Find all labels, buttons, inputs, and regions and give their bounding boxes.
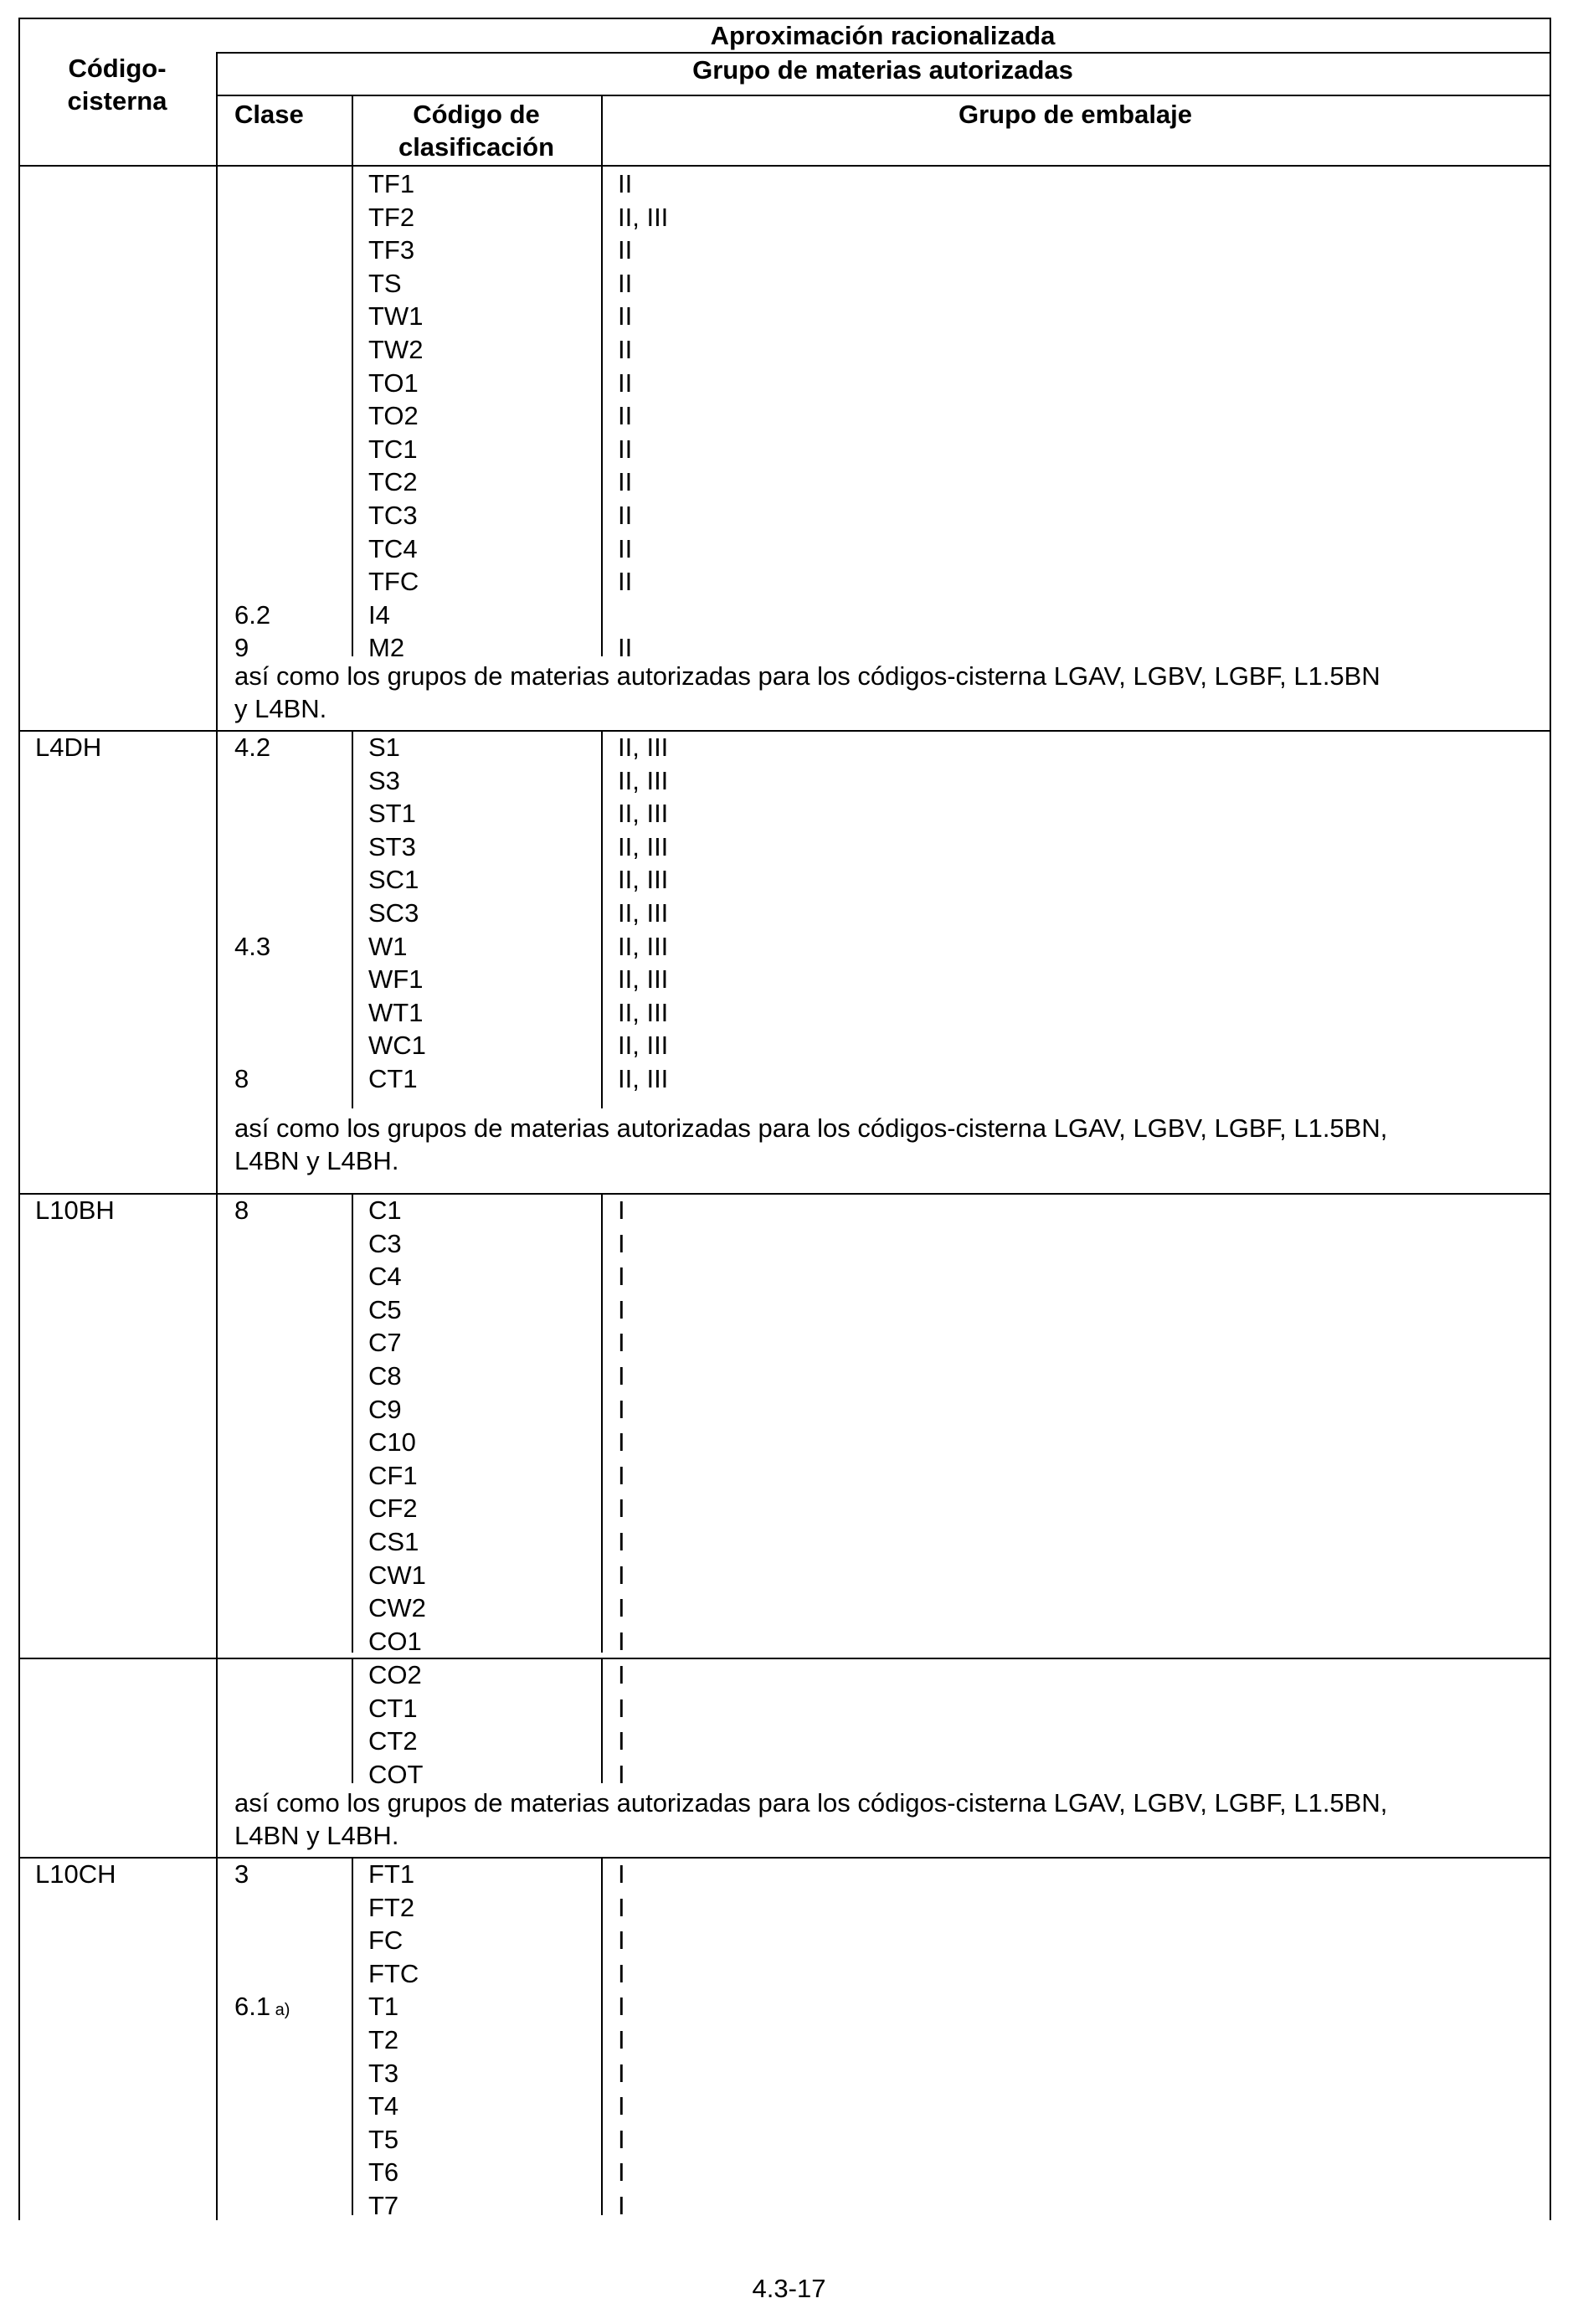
col-header-packing: Grupo de embalaje <box>958 100 1193 129</box>
packing-group-cell: I <box>618 1527 625 1556</box>
classification-code-cell: C5 <box>368 1294 402 1324</box>
packing-group-cell: II <box>618 567 633 597</box>
rule-col3-header <box>601 95 603 165</box>
packing-group-cell: I <box>618 1294 625 1324</box>
packing-group-cell: II, III <box>618 865 669 895</box>
rule-header-2 <box>216 95 1551 96</box>
packing-group-cell: I <box>618 1726 625 1756</box>
rule-col2 <box>352 1857 353 2215</box>
packing-group-cell: I <box>618 1460 625 1490</box>
rule-block-separator <box>18 1857 1551 1859</box>
packing-group-cell: I <box>618 1926 625 1956</box>
packing-group-cell: II <box>618 501 633 530</box>
packing-group-cell: I <box>618 1494 625 1524</box>
rule-left <box>18 1658 20 1857</box>
rule-col3 <box>601 1658 603 1783</box>
classification-code-cell: TC3 <box>368 501 418 530</box>
classification-code-cell: T4 <box>368 2091 399 2121</box>
packing-group-cell: I <box>618 1427 625 1458</box>
classification-code-cell: C8 <box>368 1361 402 1391</box>
classification-code-cell: FTC <box>368 1958 419 1988</box>
classification-code-cell: TO1 <box>368 368 419 398</box>
packing-group-cell: II <box>618 235 633 265</box>
classification-code-cell: TW1 <box>368 301 424 332</box>
rule-col2 <box>352 1658 353 1783</box>
rule-col1 <box>216 167 218 730</box>
packing-group-cell: I <box>618 1892 625 1922</box>
class-cell: 6.2 <box>234 599 271 630</box>
rule-col1 <box>216 1193 218 1658</box>
classification-code-cell: ST3 <box>368 831 416 861</box>
rule-left <box>18 730 20 1193</box>
packing-group-cell: I <box>618 2025 625 2054</box>
col-header-groups: Grupo de materias autorizadas <box>692 55 1073 85</box>
packing-group-cell: II <box>618 169 633 198</box>
rule-col2 <box>352 730 353 1108</box>
classification-code-cell: T1 <box>368 1992 399 2022</box>
classification-code-cell: CS1 <box>368 1527 419 1556</box>
rule-left-title <box>18 18 20 52</box>
class-footnote-ref: a) <box>270 2001 290 2020</box>
packing-group-cell: I <box>618 1626 625 1656</box>
rule-col2 <box>352 167 353 656</box>
classification-code-cell: S1 <box>368 733 400 762</box>
rule-header-1 <box>216 52 1551 54</box>
packing-group-cell: II <box>618 434 633 464</box>
classification-code-cell: C3 <box>368 1228 402 1258</box>
packing-group-cell: II <box>618 368 633 398</box>
class-cell: 4.3 <box>234 931 271 961</box>
packing-group-cell: II <box>618 335 633 364</box>
rule-col1 <box>216 1658 218 1857</box>
classification-code-cell: C4 <box>368 1262 402 1292</box>
packing-group-cell: I <box>618 2058 625 2088</box>
rule-right <box>1550 1658 1551 1857</box>
classification-code-cell: TO2 <box>368 401 419 431</box>
col-header-classification: Código de clasificación <box>398 100 555 162</box>
classification-code-cell: C9 <box>368 1394 402 1424</box>
classification-code-cell: TC2 <box>368 467 418 497</box>
class-cell: 3 <box>234 1859 249 1889</box>
packing-group-cell: I <box>618 1593 625 1623</box>
rule-right-header <box>1550 18 1551 165</box>
class-cell: 8 <box>234 1064 249 1093</box>
class-cell: 9 <box>234 633 249 663</box>
rule-top <box>18 18 1551 19</box>
classification-code-cell: CW1 <box>368 1560 426 1590</box>
rule-right <box>1550 1857 1551 2220</box>
rule-col3 <box>601 1857 603 2215</box>
classification-code-cell: TF2 <box>368 202 415 232</box>
packing-group-cell: II <box>618 401 633 431</box>
packing-group-cell: I <box>618 2157 625 2188</box>
classification-code-cell: TFC <box>368 567 419 597</box>
classification-code-cell: TS <box>368 268 402 298</box>
packing-group-cell: II, III <box>618 964 669 995</box>
classification-code-cell: I4 <box>368 599 390 630</box>
page-number: 4.3-17 <box>752 2274 826 2303</box>
rule-block-separator <box>18 730 1551 732</box>
packing-group-cell: II <box>618 467 633 497</box>
rule-block-separator <box>18 1658 1551 1659</box>
packing-group-cell: II, III <box>618 202 669 232</box>
classification-code-cell: FT2 <box>368 1892 415 1922</box>
classification-code-cell: WF1 <box>368 964 424 995</box>
classification-code-cell: TW2 <box>368 335 424 364</box>
classification-code-cell: T5 <box>368 2124 399 2154</box>
packing-group-cell: II <box>618 633 633 663</box>
classification-code-cell: CF2 <box>368 1494 418 1524</box>
packing-group-cell: II, III <box>618 997 669 1027</box>
classification-code-cell: CT1 <box>368 1693 418 1723</box>
packing-group-cell: II, III <box>618 898 669 928</box>
rule-col2-header <box>352 95 353 165</box>
rule-header-bottom <box>18 165 1551 167</box>
packing-group-cell: II, III <box>618 1064 669 1093</box>
classification-code-cell: TC1 <box>368 434 418 464</box>
tank-code-l10bh: L10BH <box>35 1195 115 1225</box>
rule-col1 <box>216 730 218 1193</box>
authorized-groups-note: así como los grupos de materias autorizadas para los códigos-cisterna LGAV, LGBV, LGBF, L1.5BN y L4BN. <box>234 661 1380 723</box>
classification-code-cell: SC3 <box>368 898 419 928</box>
packing-group-cell: I <box>618 1693 625 1723</box>
table-title: Aproximación racionalizada <box>710 21 1056 50</box>
classification-code-cell: COT <box>368 1759 424 1789</box>
classification-code-cell: CO2 <box>368 1660 422 1689</box>
packing-group-cell: I <box>618 2191 625 2220</box>
packing-group-cell: I <box>618 1361 625 1391</box>
classification-code-cell: TF3 <box>368 235 415 265</box>
classification-code-cell: C7 <box>368 1328 402 1358</box>
classification-code-cell: W1 <box>368 931 408 961</box>
classification-code-cell: FC <box>368 1926 403 1956</box>
classification-code-cell: CF1 <box>368 1460 418 1490</box>
authorized-groups-note: así como los grupos de materias autorizadas para los códigos-cisterna LGAV, LGBV, LGBF, L1.5BN, L4BN y L4BH. <box>234 1113 1388 1175</box>
packing-group-cell: II, III <box>618 931 669 961</box>
packing-group-cell: II <box>618 268 633 298</box>
packing-group-cell: II, III <box>618 733 669 762</box>
rule-col1 <box>216 1857 218 2220</box>
packing-group-cell: I <box>618 1328 625 1358</box>
packing-group-cell: II, III <box>618 831 669 861</box>
rule-col3 <box>601 167 603 656</box>
packing-group-cell: II, III <box>618 765 669 795</box>
col-header-class: Clase <box>234 100 304 129</box>
class-cell: 8 <box>234 1195 249 1225</box>
classification-code-cell: C1 <box>368 1195 402 1225</box>
rule-left <box>18 1193 20 1658</box>
packing-group-cell: II <box>618 533 633 563</box>
classification-code-cell: M2 <box>368 633 405 663</box>
classification-code-cell: C10 <box>368 1427 416 1458</box>
classification-code-cell: TF1 <box>368 169 415 198</box>
tank-code-l10ch: L10CH <box>35 1859 116 1889</box>
rule-col1-header <box>216 52 218 165</box>
class-cell: 4.2 <box>234 733 271 762</box>
classification-code-cell: T7 <box>368 2191 399 2220</box>
classification-code-cell: T2 <box>368 2025 399 2054</box>
classification-code-cell: FT1 <box>368 1859 415 1889</box>
packing-group-cell: I <box>618 1262 625 1292</box>
rule-right <box>1550 167 1551 730</box>
classification-code-cell: WT1 <box>368 997 424 1027</box>
classification-code-cell: S3 <box>368 765 400 795</box>
packing-group-cell: I <box>618 1859 625 1889</box>
col-header-tank-code: Código- cisterna <box>67 54 167 116</box>
classification-code-cell: CW2 <box>368 1593 426 1623</box>
packing-group-cell: I <box>618 2091 625 2121</box>
packing-group-cell: I <box>618 1228 625 1258</box>
rule-left-header <box>18 52 20 165</box>
classification-code-cell: WC1 <box>368 1031 426 1061</box>
tank-code-l4dh: L4DH <box>35 733 102 762</box>
classification-code-cell: ST1 <box>368 799 416 829</box>
packing-group-cell: I <box>618 1394 625 1424</box>
packing-group-cell: I <box>618 1958 625 1988</box>
classification-code-cell: T6 <box>368 2157 399 2188</box>
packing-group-cell: II, III <box>618 799 669 829</box>
authorized-groups-note: así como los grupos de materias autorizadas para los códigos-cisterna LGAV, LGBV, LGBF, L1.5BN, L4BN y L4BH. <box>234 1788 1388 1850</box>
packing-group-cell: I <box>618 1560 625 1590</box>
rule-block-separator <box>18 1193 1551 1195</box>
packing-group-cell: II <box>618 301 633 332</box>
packing-group-cell: II, III <box>618 1031 669 1061</box>
packing-group-cell: I <box>618 1195 625 1225</box>
packing-group-cell: I <box>618 1992 625 2022</box>
classification-code-cell: T3 <box>368 2058 399 2088</box>
class-cell: 6.1 a) <box>234 1992 290 2022</box>
rule-col2 <box>352 1193 353 1653</box>
classification-code-cell: CT2 <box>368 1726 418 1756</box>
rule-col3 <box>601 1193 603 1653</box>
rule-right <box>1550 1193 1551 1658</box>
classification-code-cell: CT1 <box>368 1064 418 1093</box>
rule-right <box>1550 730 1551 1193</box>
packing-group-cell: I <box>618 1660 625 1689</box>
packing-group-cell: I <box>618 1759 625 1789</box>
classification-code-cell: SC1 <box>368 865 419 895</box>
rule-col3 <box>601 730 603 1108</box>
rule-left <box>18 167 20 730</box>
classification-code-cell: TC4 <box>368 533 418 563</box>
rule-left <box>18 1857 20 2220</box>
packing-group-cell: I <box>618 2124 625 2154</box>
classification-code-cell: CO1 <box>368 1626 422 1656</box>
